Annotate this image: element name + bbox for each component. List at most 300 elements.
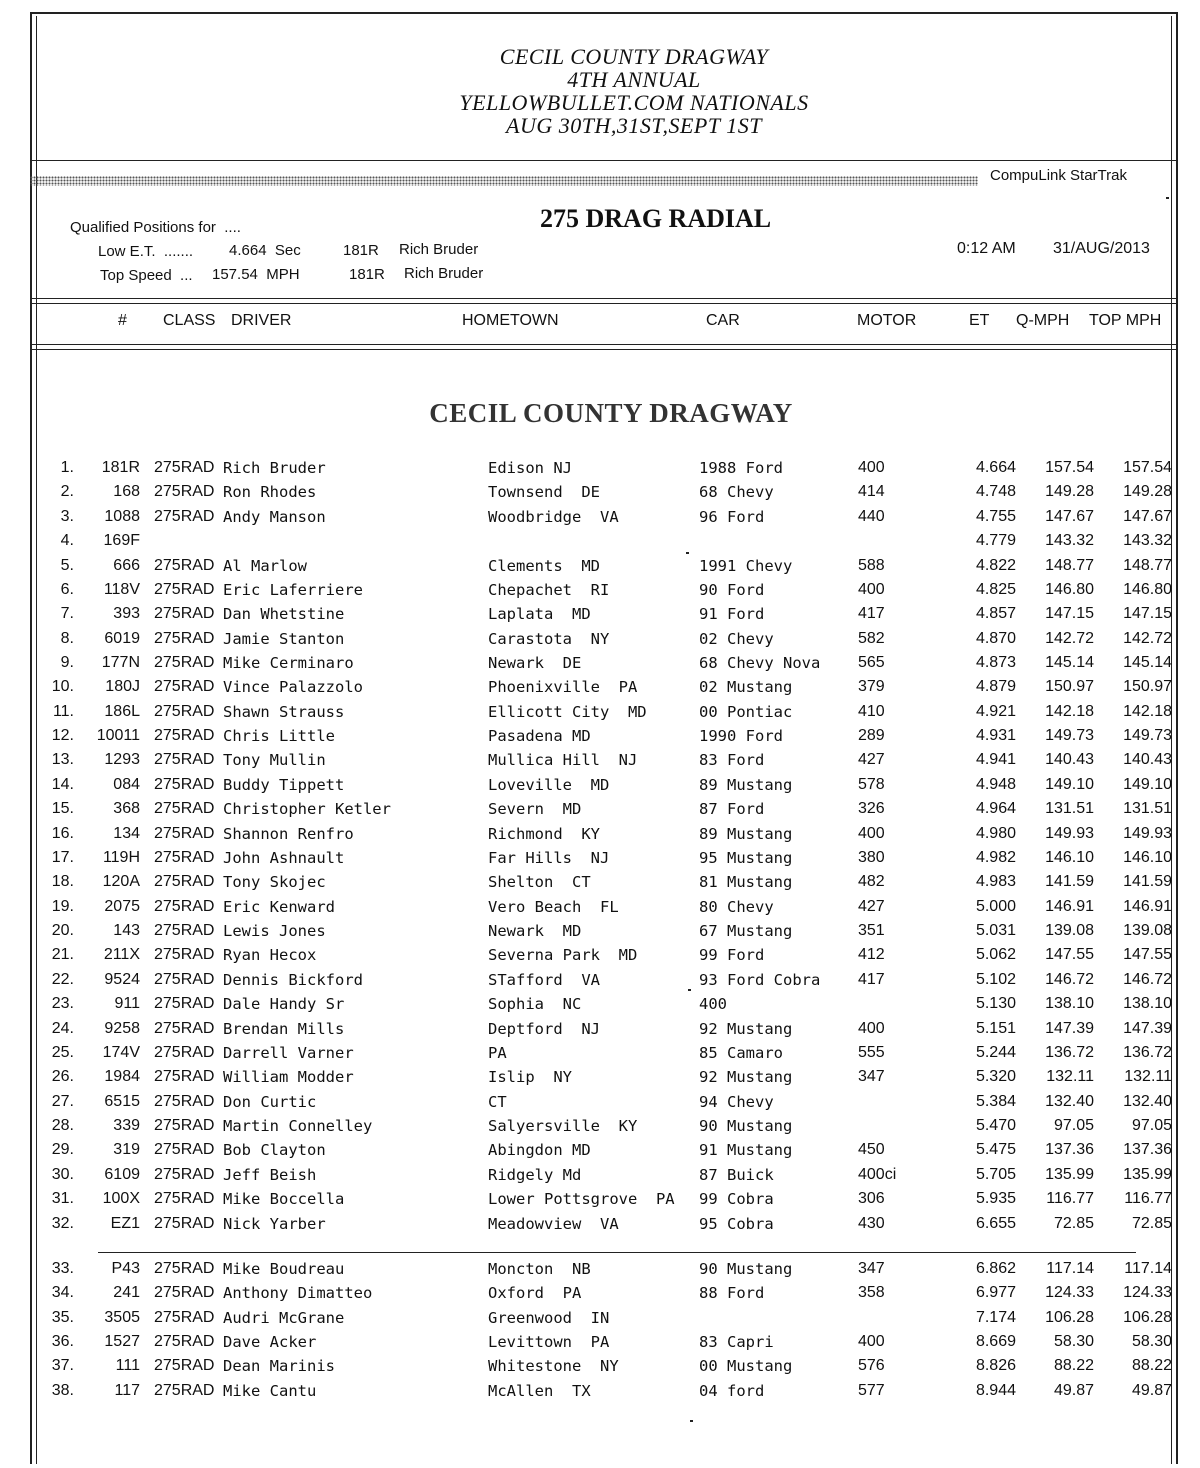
cell-car: 81 Mustang [699, 873, 793, 892]
cell-hometown: Oxford PA [488, 1284, 582, 1303]
result-row [0, 1140, 1200, 1164]
result-row [0, 1283, 1200, 1307]
cell-car: 1990 Ford [699, 727, 783, 746]
qualified-positions-label: Qualified Positions for .... [70, 219, 241, 236]
cell-position: 34. [51, 1284, 74, 1302]
cell-q-mph: 149.73 [1045, 727, 1094, 745]
report-date: 31/AUG/2013 [1053, 240, 1150, 257]
cell-hometown: Islip NY [488, 1068, 572, 1087]
cell-q-mph: 146.80 [1045, 580, 1094, 598]
cell-q-mph: 147.39 [1045, 1019, 1094, 1037]
top-speed-value: 157.54 MPH [212, 266, 300, 283]
cell-motor: 289 [858, 727, 885, 745]
cell-hometown: Ridgely Md [488, 1165, 582, 1184]
cell-class: 275RAD [154, 922, 215, 939]
cell-q-mph: 147.55 [1045, 946, 1094, 964]
cell-q-mph: 147.15 [1045, 605, 1094, 623]
cell-position: 20. [51, 922, 74, 939]
cell-hometown: Carastota NY [488, 629, 610, 648]
cell-q-mph: 149.93 [1045, 824, 1094, 842]
cell-motor: 306 [858, 1190, 885, 1208]
cell-q-mph: 150.97 [1045, 678, 1094, 696]
cell-class: 275RAD [154, 678, 215, 696]
cell-driver: Mike Cantu [223, 1381, 317, 1400]
cell-class: 275RAD [154, 1043, 215, 1061]
cell-position: 21. [51, 946, 74, 964]
cell-et: 7.174 [975, 1308, 1016, 1326]
cell-hometown: Richmond KY [488, 824, 600, 843]
top-speed-label: Top Speed ... [100, 267, 193, 284]
cell-class: 275RAD [154, 654, 215, 671]
cell-motor: 450 [858, 1141, 885, 1159]
cell-motor: 565 [858, 654, 885, 671]
cell-class: 275RAD [154, 1190, 215, 1208]
cell-driver: Andy Manson [223, 507, 326, 526]
cell-driver: Eric Laferriere [223, 580, 363, 599]
cell-car-number: 120A [102, 873, 140, 891]
result-row [0, 1067, 1200, 1091]
cell-car-number: 181R [101, 459, 140, 476]
cell-class: 275RAD [154, 1117, 215, 1134]
cell-top-mph: 117.14 [1124, 1259, 1172, 1277]
cell-car-number: 241 [113, 1284, 140, 1302]
column-header-motor: MOTOR [857, 312, 917, 329]
cell-car: 1988 Ford [699, 459, 783, 477]
cell-et: 4.822 [975, 556, 1016, 574]
top-speed-car: 181R [349, 266, 385, 283]
result-row [0, 653, 1200, 677]
column-header-car: CAR [706, 312, 740, 329]
cell-car: 00 Pontiac [699, 702, 793, 721]
cell-hometown: Clements MD [488, 556, 600, 575]
cell-position: 14. [51, 775, 74, 793]
cell-car-number: 100X [102, 1190, 140, 1208]
cell-car-number: 3505 [104, 1308, 140, 1326]
cell-car-number: 9258 [104, 1019, 140, 1037]
cell-hometown: Loveville MD [488, 775, 610, 794]
cell-et: 6.862 [975, 1259, 1016, 1277]
cell-q-mph: 142.18 [1045, 702, 1094, 720]
cell-hometown: CT [488, 1092, 507, 1111]
cell-driver: Ron Rhodes [223, 483, 317, 502]
cell-top-mph: 149.93 [1123, 824, 1172, 842]
cell-car: 90 Mustang [699, 1117, 793, 1135]
result-row [0, 556, 1200, 580]
cell-position: 6. [60, 580, 74, 598]
cell-driver: Mike Boccella [223, 1190, 345, 1209]
cell-motor: 482 [858, 873, 885, 891]
cell-motor: 417 [858, 605, 885, 623]
cell-q-mph: 148.77 [1045, 556, 1094, 574]
cell-top-mph: 147.55 [1123, 946, 1172, 964]
cell-driver: William Modder [223, 1068, 354, 1087]
cell-q-mph: 149.10 [1045, 775, 1094, 793]
cell-hometown: Sophia NC [488, 995, 582, 1014]
cell-position: 29. [51, 1141, 74, 1159]
cell-motor: 400 [858, 459, 885, 476]
print-speck [688, 989, 691, 991]
cell-et: 5.031 [975, 922, 1016, 939]
cell-car-number: 339 [113, 1117, 140, 1134]
cell-driver: Lewis Jones [223, 922, 326, 940]
cell-position: 18. [51, 873, 74, 891]
cell-q-mph: 146.91 [1045, 897, 1094, 915]
cell-et: 6.977 [975, 1284, 1016, 1302]
cell-q-mph: 140.43 [1045, 751, 1094, 769]
cell-driver: Martin Connelley [223, 1117, 373, 1135]
cell-top-mph: 138.10 [1123, 995, 1172, 1013]
software-label: CompuLink StarTrak [990, 167, 1127, 184]
cell-car: 02 Chevy [699, 629, 774, 648]
cell-car: 400 [699, 995, 727, 1014]
cell-driver: Rich Bruder [223, 459, 326, 477]
cell-driver: Don Curtic [223, 1092, 317, 1111]
cell-motor: 400ci [858, 1165, 897, 1183]
cell-motor: 400 [858, 580, 885, 598]
cell-motor: 400 [858, 1333, 885, 1350]
cell-q-mph: 131.51 [1045, 800, 1094, 818]
cell-et: 4.948 [975, 775, 1016, 793]
cell-position: 15. [51, 800, 74, 818]
cell-motor: 588 [858, 556, 885, 574]
cell-position: 25. [51, 1043, 74, 1061]
cell-et: 5.244 [975, 1043, 1016, 1061]
cell-top-mph: 142.72 [1123, 629, 1172, 647]
cell-motor: 412 [858, 946, 885, 964]
cell-et: 4.779 [975, 532, 1016, 550]
cell-hometown: Whitestone NY [488, 1357, 619, 1376]
cell-class: 275RAD [154, 1357, 215, 1375]
track-title: CECIL COUNTY DRAGWAY [429, 398, 793, 428]
cell-top-mph: 97.05 [1131, 1117, 1172, 1134]
cell-et: 5.935 [975, 1190, 1016, 1208]
cell-motor: 427 [858, 751, 885, 769]
cell-motor: 582 [858, 629, 885, 647]
cell-driver: Anthony Dimatteo [223, 1284, 373, 1303]
cell-top-mph: 137.36 [1123, 1141, 1172, 1159]
cell-car: 88 Ford [699, 1284, 765, 1303]
cell-et: 5.102 [975, 970, 1016, 988]
cell-car: 04 ford [699, 1381, 765, 1400]
qualifying-cut-line [98, 1252, 1136, 1253]
event-title-line-3: YELLOWBULLET.COM NATIONALS [459, 90, 809, 115]
cell-car-number: 117 [114, 1381, 140, 1399]
low-et-value: 4.664 Sec [229, 242, 301, 259]
cell-motor: 380 [858, 848, 885, 866]
column-header-class: CLASS [163, 312, 216, 329]
cell-top-mph: 140.43 [1123, 751, 1172, 769]
cell-car: 99 Cobra [699, 1190, 774, 1209]
cell-driver: John Ashnault [223, 848, 345, 867]
divider [30, 344, 1178, 345]
cell-car-number: 174V [102, 1043, 140, 1061]
cell-car: 68 Chevy Nova [699, 654, 821, 672]
cell-et: 4.748 [975, 483, 1016, 501]
event-title-line-2: 4TH ANNUAL [567, 67, 701, 92]
cell-car-number: 666 [113, 556, 140, 574]
cell-hometown: Severn MD [488, 800, 582, 819]
cell-car-number: 10011 [96, 727, 140, 745]
cell-class: 275RAD [154, 1141, 215, 1159]
cell-car-number: 168 [113, 483, 140, 501]
cell-q-mph: 137.36 [1045, 1141, 1094, 1159]
cell-q-mph: 139.08 [1045, 922, 1094, 939]
result-row [0, 1165, 1200, 1189]
cell-car-number: 134 [113, 824, 140, 842]
result-row [0, 580, 1200, 604]
event-title-line-4: AUG 30TH,31ST,SEPT 1ST [506, 113, 762, 138]
cell-top-mph: 131.51 [1123, 800, 1172, 818]
cell-car-number: 169F [103, 532, 140, 550]
cell-hometown: Newark DE [488, 654, 582, 672]
cell-class: 275RAD [154, 1092, 215, 1110]
cell-driver: Christopher Ketler [223, 800, 391, 819]
cell-class: 275RAD [154, 775, 215, 793]
cell-class: 275RAD [154, 800, 215, 818]
cell-driver: Al Marlow [223, 556, 307, 575]
cell-hometown: Ellicott City MD [488, 702, 647, 721]
cell-q-mph: 157.54 [1045, 459, 1094, 476]
cell-car-number: 118V [103, 580, 140, 598]
result-row [0, 1332, 1200, 1356]
cell-car: 67 Mustang [699, 922, 793, 940]
cell-position: 24. [51, 1019, 74, 1037]
divider [30, 298, 1178, 299]
result-row [0, 531, 1200, 555]
cell-class: 275RAD [154, 629, 215, 647]
cell-car: 87 Buick [699, 1165, 774, 1184]
cell-position: 13. [51, 751, 74, 769]
cell-position: 36. [51, 1333, 74, 1350]
cell-motor: 358 [858, 1284, 885, 1302]
cell-position: 22. [51, 970, 74, 988]
cell-top-mph: 148.77 [1123, 556, 1172, 574]
cell-driver: Mike Cerminaro [223, 654, 354, 672]
cell-class: 275RAD [154, 727, 215, 745]
cell-et: 4.873 [975, 654, 1016, 671]
column-header-top-mph: TOP MPH [1089, 312, 1162, 329]
low-et-car: 181R [343, 242, 379, 259]
cell-hometown: Woodbridge VA [488, 507, 619, 526]
cell-class: 275RAD [154, 848, 215, 866]
cell-et: 8.944 [975, 1381, 1016, 1399]
dotted-separator [30, 176, 978, 186]
cell-class: 275RAD [154, 946, 215, 964]
cell-et: 5.062 [975, 946, 1016, 964]
column-header-hometown: HOMETOWN [462, 312, 559, 329]
cell-q-mph: 141.59 [1045, 873, 1094, 891]
cell-car-number: 368 [113, 800, 140, 818]
cell-hometown: Pasadena MD [488, 727, 591, 746]
result-row [0, 799, 1200, 823]
cell-top-mph: 136.72 [1123, 1043, 1172, 1061]
cell-hometown: Levittown PA [488, 1333, 610, 1351]
cell-et: 5.320 [975, 1068, 1016, 1086]
cell-q-mph: 149.28 [1045, 483, 1094, 501]
cell-et: 4.664 [975, 459, 1016, 476]
cell-car-number: 143 [113, 922, 140, 939]
cell-q-mph: 135.99 [1045, 1165, 1094, 1183]
cell-driver: Darrell Varner [223, 1043, 354, 1062]
cell-car-number: 2075 [104, 897, 140, 915]
cell-driver: Tony Skojec [223, 873, 326, 892]
print-speck [690, 1420, 693, 1422]
cell-hometown: Lower Pottsgrove PA [488, 1190, 675, 1209]
cell-driver: Dale Handy Sr [223, 995, 345, 1014]
cell-class: 275RAD [154, 751, 215, 769]
cell-et: 5.705 [975, 1165, 1016, 1183]
cell-et: 4.941 [975, 751, 1016, 769]
cell-hometown: Vero Beach FL [488, 897, 619, 916]
cell-q-mph: 147.67 [1045, 507, 1094, 525]
cell-car-number: 319 [113, 1141, 140, 1159]
cell-car-number: 1293 [104, 751, 140, 769]
cell-car: 85 Camaro [699, 1043, 783, 1062]
print-speck [1166, 197, 1169, 199]
cell-top-mph: 149.28 [1123, 483, 1172, 501]
cell-q-mph: 124.33 [1045, 1284, 1094, 1302]
cell-motor: 430 [858, 1214, 885, 1232]
column-header-q-mph: Q-MPH [1016, 312, 1070, 329]
cell-top-mph: 149.10 [1123, 775, 1172, 793]
class-title: 275 DRAG RADIAL [540, 204, 772, 233]
cell-hometown: Abingdon MD [488, 1141, 591, 1160]
cell-car: 90 Ford [699, 580, 765, 599]
column-header-et: ET [969, 312, 990, 329]
cell-q-mph: 143.32 [1045, 532, 1094, 550]
cell-motor: 414 [858, 483, 885, 501]
cell-car-number: 6019 [104, 629, 140, 647]
cell-driver: Bob Clayton [223, 1141, 326, 1160]
cell-position: 27. [51, 1092, 74, 1110]
cell-car: 91 Ford [699, 605, 765, 624]
cell-hometown: Salyersville KY [488, 1117, 638, 1135]
cell-motor: 347 [858, 1259, 885, 1277]
print-speck [686, 552, 689, 554]
cell-driver: Audri McGrane [223, 1308, 345, 1327]
cell-motor: 400 [858, 824, 885, 842]
cell-driver: Shawn Strauss [223, 702, 345, 721]
cell-car-number: 211X [103, 946, 140, 964]
cell-hometown: Townsend DE [488, 483, 600, 502]
cell-top-mph: 124.33 [1123, 1284, 1172, 1302]
cell-car: 92 Mustang [699, 1019, 793, 1038]
cell-q-mph: 145.14 [1045, 654, 1094, 671]
report-time: 0:12 AM [957, 240, 1016, 257]
cell-motor: 410 [858, 702, 885, 720]
cell-position: 3. [60, 507, 74, 525]
cell-et: 4.982 [975, 848, 1016, 866]
cell-class: 275RAD [154, 824, 215, 842]
result-row [0, 726, 1200, 750]
cell-position: 37. [51, 1357, 74, 1375]
cell-car: 87 Ford [699, 800, 765, 819]
cell-driver: Tony Mullin [223, 751, 326, 770]
cell-top-mph: 147.39 [1123, 1019, 1172, 1037]
cell-car: 95 Mustang [699, 848, 793, 867]
cell-et: 8.826 [975, 1357, 1016, 1375]
cell-et: 4.921 [975, 702, 1016, 720]
cell-class: 275RAD [154, 1308, 215, 1326]
cell-et: 8.669 [975, 1333, 1016, 1350]
cell-top-mph: 145.14 [1123, 654, 1172, 671]
cell-q-mph: 142.72 [1045, 629, 1094, 647]
cell-hometown: PA [488, 1043, 507, 1062]
cell-position: 11. [52, 702, 74, 720]
cell-car-number: P43 [111, 1259, 140, 1277]
cell-motor: 578 [858, 775, 885, 793]
cell-car-number: 1088 [104, 507, 140, 525]
cell-car: 96 Ford [699, 507, 765, 526]
cell-position: 16. [51, 824, 74, 842]
column-header-driver: DRIVER [231, 312, 292, 329]
cell-class: 275RAD [154, 459, 215, 476]
cell-class: 275RAD [154, 1019, 215, 1037]
cell-top-mph: 143.32 [1123, 532, 1172, 550]
cell-class: 275RAD [154, 556, 215, 574]
cell-hometown: Shelton CT [488, 873, 591, 892]
cell-driver: Vince Palazzolo [223, 678, 363, 697]
result-row [0, 702, 1200, 726]
cell-top-mph: 141.59 [1123, 873, 1172, 891]
cell-et: 4.870 [975, 629, 1016, 647]
result-row [0, 1356, 1200, 1380]
cell-class: 275RAD [154, 970, 215, 988]
result-row [0, 1116, 1200, 1140]
divider [30, 303, 1178, 304]
cell-car: 83 Ford [699, 751, 765, 770]
cell-position: 23. [51, 995, 74, 1013]
cell-motor: 577 [858, 1381, 885, 1399]
cell-position: 4. [60, 532, 74, 550]
cell-class: 275RAD [154, 897, 215, 915]
cell-q-mph: 146.10 [1045, 848, 1094, 866]
cell-et: 4.879 [975, 678, 1016, 696]
cell-position: 31. [51, 1190, 74, 1208]
result-row [0, 994, 1200, 1018]
cell-car: 83 Capri [699, 1333, 774, 1351]
cell-motor: 351 [858, 922, 885, 939]
cell-class: 275RAD [154, 580, 215, 598]
cell-driver: Ryan Hecox [223, 946, 317, 965]
cell-position: 26. [51, 1068, 74, 1086]
cell-top-mph: 142.18 [1123, 702, 1172, 720]
cell-car-number: 1984 [104, 1068, 140, 1086]
cell-top-mph: 106.28 [1123, 1308, 1172, 1326]
cell-hometown: Severna Park MD [488, 946, 638, 965]
cell-driver: Eric Kenward [223, 897, 335, 916]
cell-position: 19. [51, 897, 74, 915]
cell-motor: 326 [858, 800, 885, 818]
cell-position: 17. [51, 848, 74, 866]
cell-class: 275RAD [154, 1381, 215, 1399]
cell-top-mph: 146.80 [1123, 580, 1172, 598]
cell-car-number: 177N [101, 654, 140, 671]
cell-driver: Brendan Mills [223, 1019, 345, 1038]
result-row [0, 945, 1200, 969]
cell-car: 93 Ford Cobra [699, 970, 821, 989]
cell-car: 89 Mustang [699, 824, 793, 843]
low-et-driver: Rich Bruder [399, 241, 479, 258]
result-row [0, 1214, 1200, 1238]
cell-hometown: Newark MD [488, 922, 582, 940]
cell-driver: Dean Marinis [223, 1357, 335, 1376]
cell-position: 2. [60, 483, 74, 501]
cell-car: 1991 Chevy [699, 556, 793, 575]
divider [30, 160, 1178, 161]
cell-car-number: 084 [113, 775, 140, 793]
cell-position: 12. [51, 727, 74, 745]
